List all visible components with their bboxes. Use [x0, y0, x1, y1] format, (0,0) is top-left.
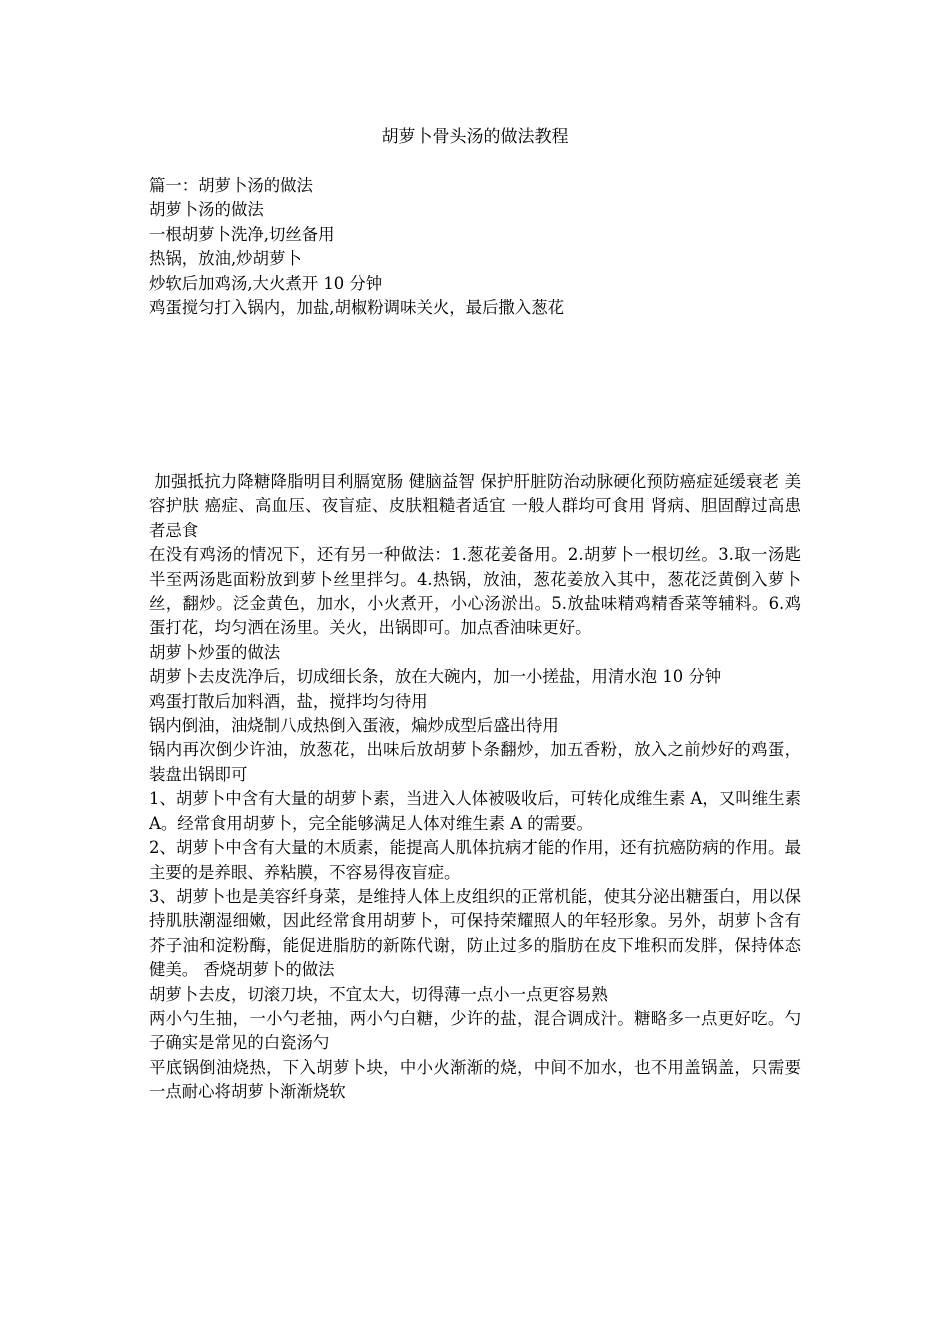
paragraph: 1、胡萝卜中含有大量的胡萝卜素，当进入人体被吸收后，可转化成维生素 A，又叫维生素 A。经常食用胡萝卜，完全能够满足人体对维生素 A 的需要。	[149, 789, 801, 833]
paragraph: 2、胡萝卜中含有大量的木质素，能提高人肌体抗病才能的作用，还有抗癌防病的作用。最主要的是养眼、养粘膜，不容易得夜盲症。	[149, 838, 801, 882]
paragraph: 锅内倒油，油烧制八成热倒入蛋液，煸炒成型后盛出待用	[149, 716, 559, 736]
document-title: 胡萝卜骨头汤的做法教程	[381, 127, 569, 147]
paragraph: 锅内再次倒少许油，放葱花，出味后放胡萝卜条翻炒，加五香粉，放入之前炒好的鸡蛋，装盘出锅即可	[149, 740, 801, 784]
paragraph: 两小勺生抽，一小勺老抽，两小勺白糖，少许的盐，混合调成汁。糖略多一点更好吃。勺子确实是常见的白瓷汤勺	[149, 1008, 801, 1053]
paragraph: 在没有鸡汤的情况下，还有另一种做法：1.葱花姜备用。2.胡萝卜一根切丝。3.取一汤匙半至两汤匙面粉放到萝卜丝里拌匀。4.热锅，放油，葱花姜放入其中，葱花泛黄倒入萝卜丝，翻炒。泛金黄色，加水，小火煮开，小心汤淤出。5.放盐味精鸡精香菜等辅料。6.鸡蛋打花，均匀洒在汤里。关火，出锅即可。加点香油味更好。	[149, 545, 801, 638]
paragraph: 胡萝卜去皮，切滚刀块，不宜太大，切得薄一点小一点更容易熟	[149, 984, 608, 1004]
section-2	[149, 470, 801, 1105]
paragraph: 加强抵抗力降糖降脂明目利膈宽肠 健脑益智 保护肝脏防治动脉硬化预防癌症延缓衰老 美容护肤 癌症、高血压、夜盲症、皮肤粗糙者适宜 一般人群均可食用 肾病、胆固醇过高患者忌食	[149, 472, 801, 540]
paragraph: 胡萝卜汤的做法	[149, 200, 264, 220]
paragraph: 平底锅倒油烧热，下入胡萝卜块，中小火渐渐的烧，中间不加水，也不用盖锅盖，只需要一点耐心将胡萝卜渐渐烧软	[149, 1057, 801, 1102]
paragraph: 一根胡萝卜洗净,切丝备用	[149, 224, 335, 244]
paragraph: 篇一：胡萝卜汤的做法	[149, 176, 313, 195]
section-1	[149, 174, 801, 320]
paragraph: 炒软后加鸡汤,大火煮开 10 分钟	[149, 273, 383, 293]
paragraph: 鸡蛋打散后加料酒，盐，搅拌均匀待用	[149, 691, 428, 711]
paragraph: 鸡蛋搅匀打入锅内，加盐,胡椒粉调味关火，最后撒入葱花	[149, 298, 564, 318]
paragraph: 热锅，放油,炒胡萝卜	[149, 249, 302, 269]
paragraph: 胡萝卜去皮洗净后，切成细长条，放在大碗内，加一小搓盐，用清水泡 10 分钟	[149, 667, 722, 687]
paragraph: 3、胡萝卜也是美容纤身菜，是维持人体上皮组织的正常机能，使其分泌出糖蛋白，用以保持肌肤潮湿细嫩，因此经常食用胡萝卜，可保持荣耀照人的年轻形象。另外，胡萝卜含有芥子油和淀粉酶，能促进脂肪的新陈代谢，防止过多的脂肪在皮下堆积而发胖，保持体态健美。 香烧胡萝卜的做法	[149, 886, 801, 980]
paragraph: 胡萝卜炒蛋的做法	[149, 642, 281, 662]
